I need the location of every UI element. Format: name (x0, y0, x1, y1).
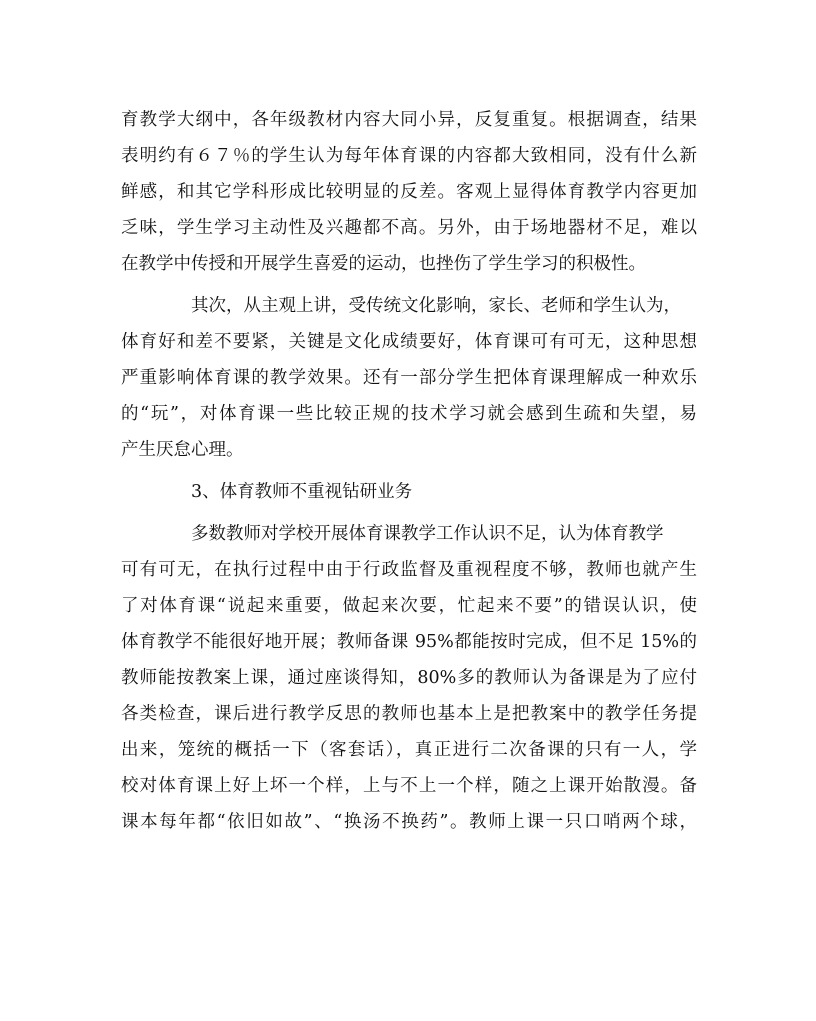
paragraph-line: 表明约有６７％的学生认为每年体育课的内容都大致相同，没有什么新 (121, 146, 697, 166)
paragraph-line: 了对体育课“说起来重要，做起来次要，忙起来不要”的错误认识，使 (121, 596, 697, 616)
paragraph-line: 的“玩”，对体育课一些比较正规的技术学习就会感到生疏和失望，易 (121, 404, 697, 424)
paragraph-line: 育教学大纲中，各年级教材内容大同小异，反复重复。根据调查，结果 (121, 110, 697, 130)
paragraph-line: 其次，从主观上讲，受传统文化影响，家长、老师和学生认为， (191, 296, 681, 316)
paragraph-line: 多数教师对学校开展体育课教学工作认识不足，认为体育教学 (191, 524, 664, 544)
paragraph-line: 校对体育课上好上坏一个样，上与不上一个样，随之上课开始散漫。备 (121, 776, 697, 796)
paragraph-line: 各类检查，课后进行教学反思的教师也基本上是把教案中的教学任务提 (121, 704, 697, 724)
paragraph-line: 体育好和差不要紧，关键是文化成绩要好，体育课可有可无，这种思想 (121, 332, 697, 352)
paragraph-line: 出来，笼统的概括一下（客套话），真正进行二次备课的只有一人，学 (121, 740, 697, 760)
section-heading: 3、体育教师不重视钻研业务 (191, 482, 413, 502)
paragraph-line: 在教学中传授和开展学生喜爱的运动，也挫伤了学生学习的积极性。 (121, 254, 646, 274)
body-text (121, 102, 697, 840)
paragraph-line: 教师能按教案上课，通过座谈得知，80%多的教师认为备课是为了应付 (121, 668, 697, 688)
paragraph-line: 产生厌怠心理。 (121, 440, 244, 460)
paragraph-line: 可有可无，在执行过程中由于行政监督及重视程度不够，教师也就产生 (121, 560, 697, 580)
paragraph-line: 课本每年都“依旧如故”、“换汤不换药”。教师上课一只口哨两个球， (121, 812, 697, 832)
paragraph-line: 鲜感，和其它学科形成比较明显的反差。客观上显得体育教学内容更加 (121, 182, 697, 202)
paragraph-line: 体育教学不能很好地开展；教师备课 95%都能按时完成，但不足 15%的 (121, 632, 697, 652)
paragraph-line: 乏味，学生学习主动性及兴趣都不高。另外，由于场地器材不足，难以 (121, 218, 697, 238)
paragraph-line: 严重影响体育课的教学效果。还有一部分学生把体育课理解成一种欢乐 (121, 368, 697, 388)
